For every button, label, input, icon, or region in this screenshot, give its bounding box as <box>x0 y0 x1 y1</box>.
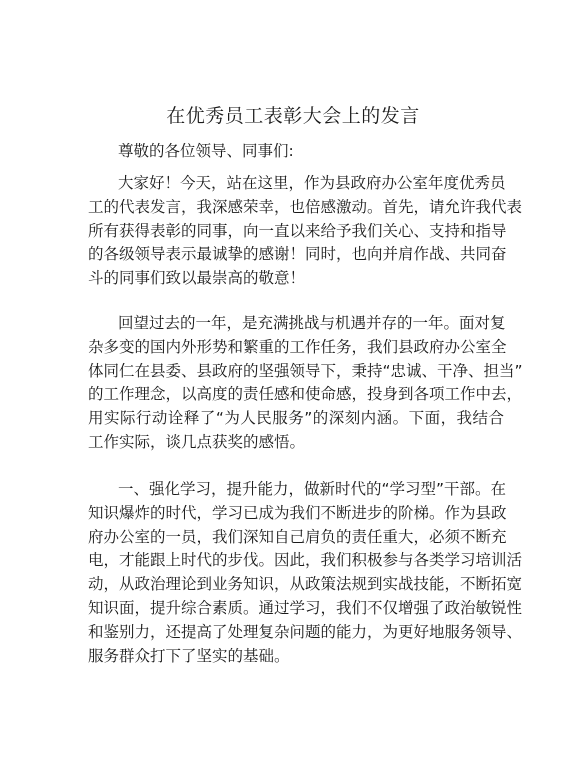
paragraph-review <box>88 312 523 455</box>
salutation: 尊敬的各位领导、同事们: <box>118 142 294 160</box>
paragraph-line: 府办公室的一员，我们深知自己肩负的责任重大，必须不断充 <box>88 527 507 546</box>
paragraph-line: 动，从政治理论到业务知识，从政策法规到实战技能，不断拓宽 <box>88 575 523 594</box>
paragraph-line: 回望过去的一年，是充满挑战与机遇并存的一年。面对复 <box>118 314 506 332</box>
paragraph-greeting <box>88 172 523 291</box>
paragraph-line: 用实际行动诠释了“为人民服务”的深刻内涵。下面，我结合 <box>88 409 504 428</box>
paragraph-line: 一、强化学习，提升能力，做新时代的“学习型”干部。在 <box>118 480 507 498</box>
paragraph-line: 斗的同事们致以最崇高的敬意！ <box>88 269 306 288</box>
paragraph-line: 的各级领导表示最诚挚的感谢！同时，也向并肩作战、共同奋 <box>88 245 507 264</box>
paragraph-line: 的工作理念，以高度的责任感和使命感，投身到各项工作中去， <box>88 385 523 404</box>
paragraph-line: 和鉴别力，还提高了处理复杂问题的能力，为更好地服务领导、 <box>88 622 523 641</box>
paragraph-line: 杂多变的国内外形势和繁重的工作任务，我们县政府办公室全 <box>88 337 507 356</box>
paragraph-learning <box>88 478 523 668</box>
paragraph-line: 大家好！今天，站在这里，作为县政府办公室年度优秀员 <box>118 174 506 192</box>
paragraph-line: 所有获得表彰的同事，向一直以来给予我们关心、支持和指导 <box>88 221 507 240</box>
paragraph-line: 知识面，提升综合素质。通过学习，我们不仅增强了政治敏锐性 <box>88 598 523 617</box>
paragraph-line: 服务群众打下了坚实的基础。 <box>88 646 290 665</box>
paragraph-line: 体同仁在县委、县政府的坚强领导下，秉持“忠诚、干净、担当” <box>88 361 523 380</box>
document-title: 在优秀员工表彰大会上的发言 <box>166 105 420 127</box>
paragraph-line: 工作实际，谈几点获奖的感悟。 <box>88 432 306 451</box>
paragraph-line: 电，才能跟上时代的步伐。因此，我们积极参与各类学习培训活 <box>88 551 523 570</box>
paragraph-line: 工的代表发言，我深感荣幸，也倍感激动。首先，请允许我代表 <box>88 197 523 216</box>
paragraph-line: 知识爆炸的时代，学习已成为我们不断进步的阶梯。作为县政 <box>88 503 507 522</box>
